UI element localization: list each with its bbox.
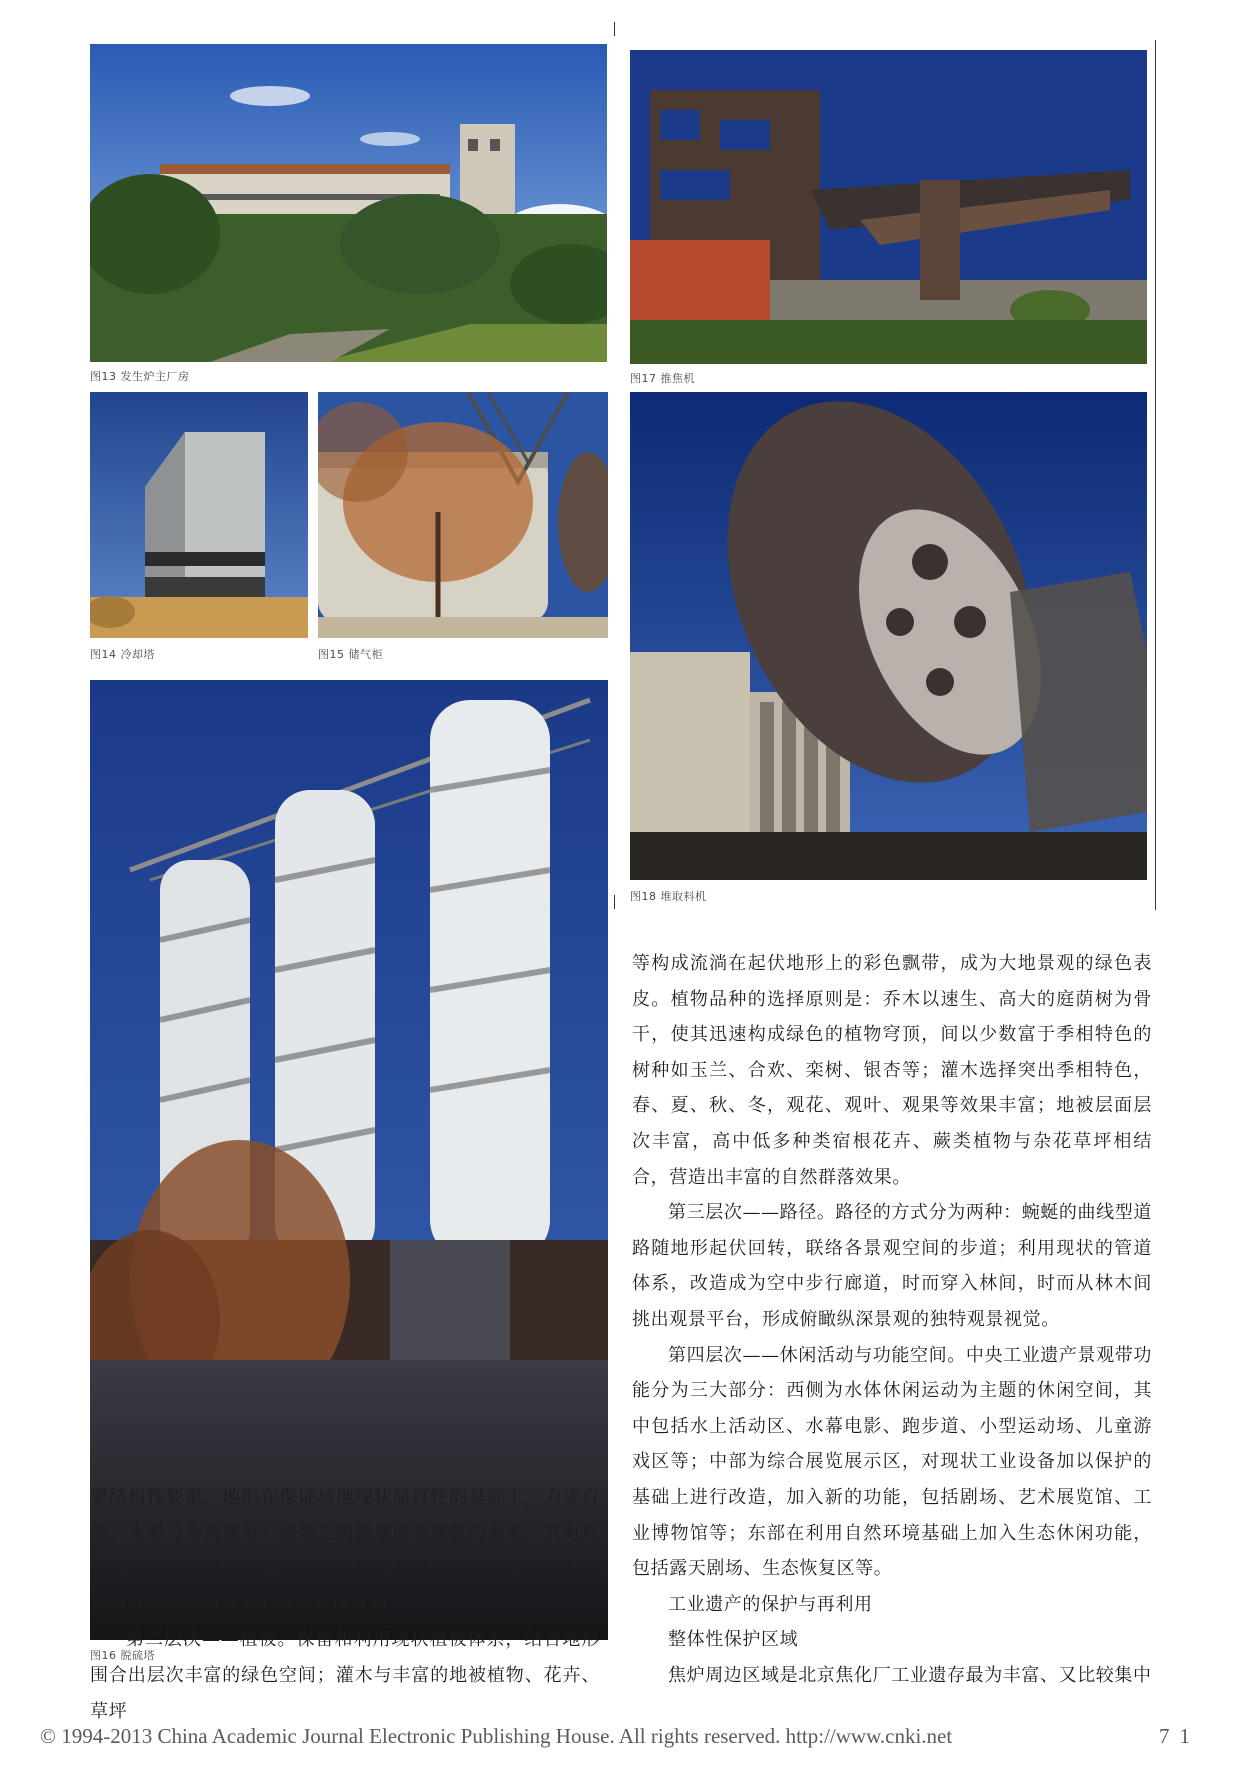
photo-fig15-gas-holder <box>318 392 608 638</box>
copyright-notice: © 1994-2013 China Academic Journal Electronic Publishing House. All rights reserved. http://www.cnki.net <box>40 1724 953 1748</box>
photo-fig13-generator-building <box>90 44 607 362</box>
caption-fig14: 图14 冷却塔 <box>90 648 155 661</box>
column-rule-bottom <box>614 895 615 909</box>
caption-fig18: 图18 堆取料机 <box>630 890 707 903</box>
caption-fig13: 图13 发生炉主厂房 <box>90 370 190 383</box>
page-number: 71 <box>1159 1724 1200 1748</box>
right-paragraph-2: 第三层次——路径。路径的方式分为两种：蜿蜒的曲线型道路随地形起伏回转，联络各景观空间的步道；利用现状的管道体系，改造成为空中步行廊道，时而穿入林间，时而从林木间挑出观景平台，形成俯瞰纵深景观的独特观景视觉。 <box>632 1202 1152 1330</box>
column-rule-top <box>614 22 615 36</box>
photo-fig18-stacker-reclaimer <box>630 392 1147 880</box>
section-heading-2: 整体性保护区域 <box>668 1629 799 1651</box>
caption-fig15: 图15 储气柜 <box>318 648 383 661</box>
caption-fig17: 图17 推焦机 <box>630 372 695 385</box>
right-edge-rule <box>1155 40 1156 910</box>
caption-fig16: 图16 脱硫塔 <box>90 1649 155 1662</box>
right-paragraph-3: 第四层次——休闲活动与功能空间。中央工业遗产景观带功能分为三大部分：西侧为水体休闲运动为主题的休闲空间，其中包括水上活动区、水幕电影、跑步道、小型运动场、儿童游戏区等；中部为综合展览展示区，对现状工业设备加以保护的基础上进行改造，加入新的功能，包括剧场、艺术展览馆、工业博物馆等；东部在利用自然环境基础上加入生态休闲功能，包括露天剧场、生态恢复区等。 <box>632 1344 1152 1580</box>
left-paragraph-2: 第二层次——植被。保留和利用现状植被体系，结合地形围合出层次丰富的绿色空间；灌木与丰富的地被植物、花卉、草坪 <box>90 1629 600 1722</box>
left-paragraph-1: 要结构性要素。地形在保证场地现状原真性的基础上，力求自然。水系分为两部分：场地左侧新增形态规整的水系，其对应水上功能有水幕电影、小型溜冰场、儿童戏水区等；场地右侧新增自然形态的水系形成生态恢复岛。 <box>90 1487 600 1615</box>
right-paragraph-1: 等构成流淌在起伏地形上的彩色飘带，成为大地景观的绿色表皮。植物品种的选择原则是：乔木以速生、高大的庭荫树为骨干，使其迅速构成绿色的植物穹顶，间以少数富于季相特色的树种如玉兰、合欢、栾树、银杏等；灌木选择突出季相特色，春、夏、秋、冬，观花、观叶、观果等效果丰富；地被层面层次丰富，高中低多种类宿根花卉、蕨类植物与杂花草坪相结合，营造出丰富的自然群落效果。 <box>632 953 1152 1188</box>
photo-fig17-coke-pusher <box>630 50 1147 364</box>
right-paragraph-4: 焦炉周边区域是北京焦化厂工业遗存最为丰富、又比较集中 <box>668 1664 1152 1686</box>
photo-fig14-cooling-tower <box>90 392 308 638</box>
section-heading-1: 工业遗产的保护与再利用 <box>668 1593 873 1615</box>
right-column-text <box>632 946 1152 1693</box>
left-column-text <box>90 1480 600 1729</box>
